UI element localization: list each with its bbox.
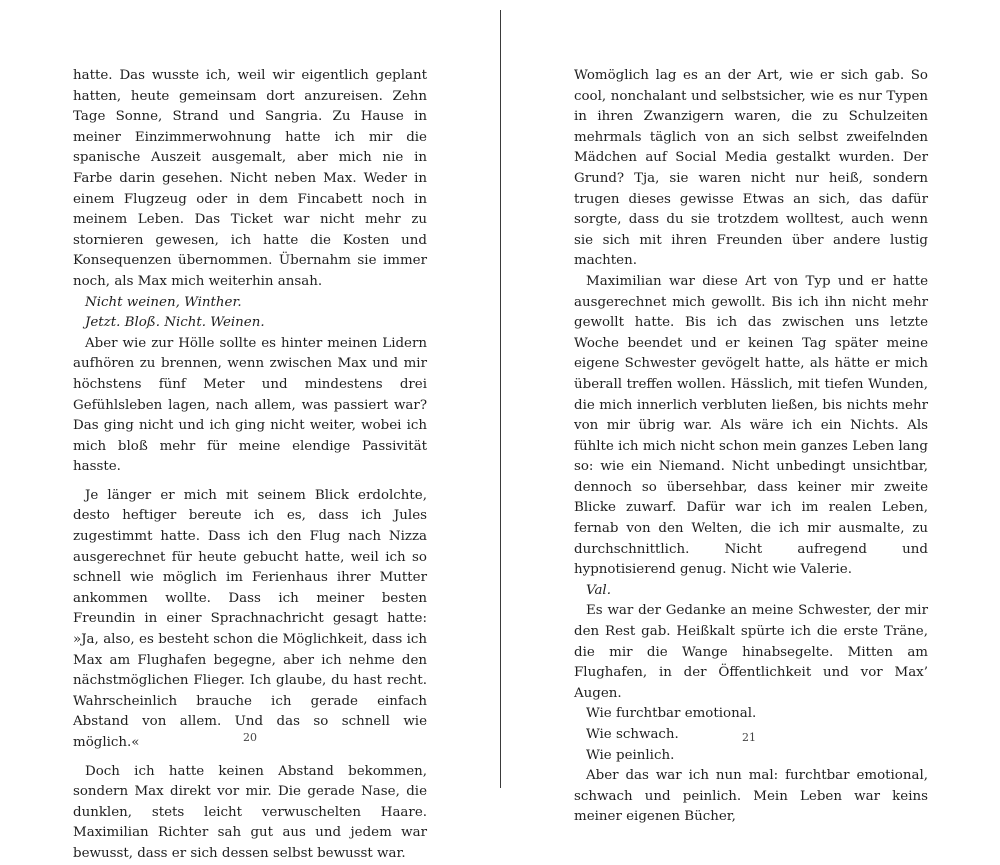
paragraph: Wie peinlich. [586,747,675,763]
italic-thought: Jetzt. Bloß. Nicht. Weinen. [85,315,265,331]
paragraph: Wie furchtbar emotional. [586,706,757,722]
paragraph: Aber das war ich nun mal: furchtbar emotional, schwach und peinlich. Mein Leben war keins meiner eigenen Bücher, [574,768,928,825]
page-number-left: 20 [243,731,257,744]
paragraph: Wie schwach. [586,727,679,742]
italic-thought: Nicht weinen, Winther. [85,294,242,310]
italic-thought: Val. [586,582,611,598]
paragraph: Doch ich hatte keinen Abstand bekommen, sondern Max direkt vor mir. Die gerade Nase, die dunklen, stets leicht verwuschelten Haare. Maximilian Richter sah gut aus und jedem war bewusst, dass er sich dessen selbst bewusst war. [73,763,427,861]
paragraph: Je länger er mich mit seinem Blick erdolchte, desto heftiger bereute ich es, dass ich Jules zugestimmt hatte. Dass ich den Flug nach Nizza ausgerechnet für heute gebucht hatte, weil ich so schnell wie möglich im Ferienhaus ihrer Mutter ankommen wollte. Dass ich meiner besten Freundin in einer Sprachnachricht gesagt hatte: »Ja, also, es besteht schon die Möglichkeit, dass ich Max am Flughafen begegne, aber ich nehme den nächstmöglichen Flieger. Ich glaube, du hast recht. Wahrscheinlich brauche ich gerade einfach Abstand von allem. Und das so schnell wie möglich.« [73,487,427,750]
left-page [73,66,427,865]
paragraph: Womöglich lag es an der Art, wie er sich gab. So cool, nonchalant und selbstsicher, wie es nur Typen in ihren Zwanzigern waren, die zu Schulzeiten mehrmals täglich von an sich selbst zweifelnden Mädchen auf Social Media gestalkt wurden. Der Grund? Tja, sie waren nicht nur heiß, sondern trugen dieses gewisse Etwas an sich, das dafür sorgte, dass du sie trotzdem wolltest, auch wenn sie sich mit ihren Freunden über andere lustig machten. [574,68,928,269]
paragraph: hatte. Das wusste ich, weil wir eigentlich geplant hatten, heute gemeinsam dort anzureisen. Zehn Tage Sonne, Strand und Sangria. Zu Hause in meiner Einzimmerwohnung hatte ich mir die spanische Auszeit ausgemalt, aber mich nie in Farbe darin gesehen. Nicht neben Max. Weder in einem Flugzeug oder in dem Fincabett noch in meinem Leben. Das Ticket war nicht mehr zu stornieren gewesen, ich hatte die Kosten und Konsequenzen übernommen. Übernahm sie immer noch, als Max mich weiterhin ansah. [73,68,427,289]
page-number-right: 21 [742,731,756,744]
paragraph: Es war der Gedanke an meine Schwester, der mir den Rest gab. Heißkalt spürte ich die erste Träne, die mir die Wange hinabsegelte. Mitten am Flughafen, in der Öffentlichkeit und vor Max’ Augen. [574,603,928,701]
paragraph: Aber wie zur Hölle sollte es hinter meinen Lidern aufhören zu brennen, wenn zwischen Max und mir höchstens fünf Meter und mindestens drei Gefühlsleben lagen, nach allem, was passiert war? Das ging nicht und ich ging nicht weiter, wobei ich mich bloß mehr für meine elendige Passivität hasste. [73,335,427,475]
spine-divider [500,10,501,788]
right-page [574,66,928,828]
paragraph: Maximilian war diese Art von Typ und er hatte ausgerechnet mich gewollt. Bis ich ihn nicht mehr gewollt hatte. Bis ich das zwischen uns letzte Woche beendet und er keinen Tag später meine eigene Schwester gevögelt hatte, als hätte er mich überall treffen wollen. Hässlich, mit tiefen Wunden, die mich innerlich verbluten ließen, bis nichts mehr von mir übrig war. Als wäre ich ein Nichts. Als fühlte ich mich nicht schon mein ganzes Leben lang so: wie ein Niemand. Nicht unbedingt unsichtbar, dennoch so übersehbar, dass keiner mir zweite Blicke zuwarf. Dafür war ich im realen Leben, fernab von den Welten, die ich mir ausmalte, zu durchschnittlich. Nicht aufregend und hypnotisierend genug. Nicht wie Valerie. [574,273,928,578]
